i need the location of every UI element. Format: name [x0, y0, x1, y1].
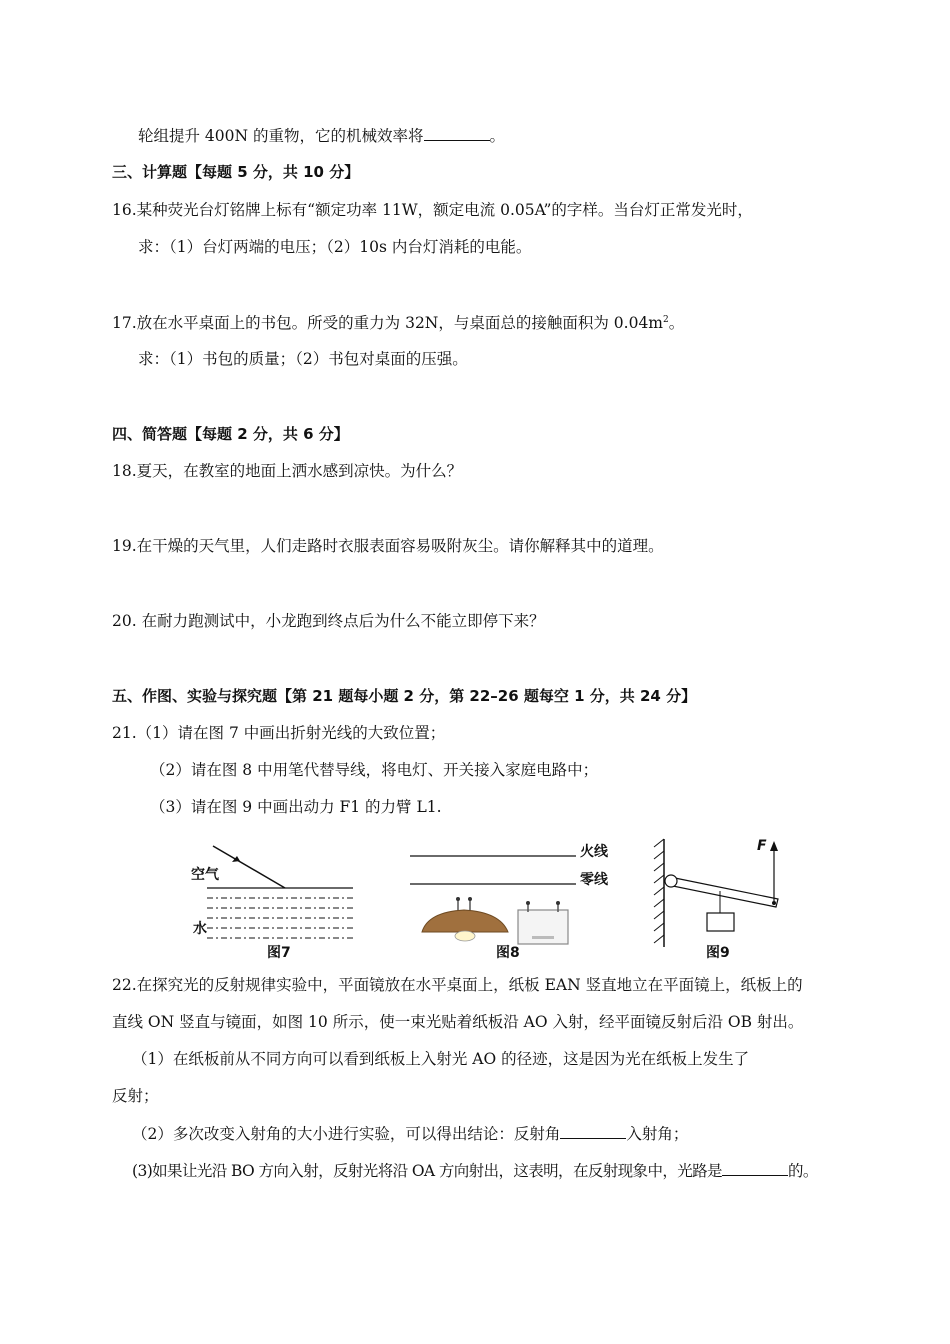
- live-wire-label: 火线: [580, 844, 608, 860]
- wall-hatch-9: [654, 935, 664, 943]
- q17-line2: 求：（1）书包的质量；（2）书包对桌面的压强。: [138, 350, 468, 368]
- wall-hatch-6: [654, 899, 664, 907]
- figure-7: [185, 838, 360, 963]
- q22-part1-line2: 反射；: [112, 1087, 159, 1105]
- q22-part2-text: （2）多次改变入射角的大小进行实验，可以得出结论：反射角: [132, 1125, 561, 1143]
- wall-switch-rocker: [532, 936, 554, 939]
- section5-title: 五、作图、实验与探究题【第 21 题每小题 2 分，第 22–26 题每空 1 分，共 24 分】: [112, 687, 697, 705]
- section4-title: 四、简答题【每题 2 分，共 6 分】: [112, 425, 349, 443]
- q15-tail: [138, 124, 505, 147]
- q22-part3-end: 的。: [787, 1162, 818, 1180]
- q22-part3: [132, 1159, 818, 1182]
- q20-text: 20. 在耐力跑测试中，小龙跑到终点后为什么不能立即停下来？: [112, 612, 545, 630]
- switch-terminal-right: [556, 901, 560, 905]
- q21-part2: （2）请在图 8 中用笔代替导线，将电灯、开关接入家庭电路中；: [150, 761, 599, 779]
- q17-line1-text: 17.放在水平桌面上的书包。所受的重力为 32N，与桌面总的接触面积为 0.04m: [112, 314, 664, 332]
- wall-hatch-2: [654, 851, 664, 859]
- section3-title: 三、计算题【每题 5 分，共 10 分】: [112, 163, 360, 181]
- q21-part3: （3）请在图 9 中画出动力 F1 的力臂 L1.: [150, 798, 442, 816]
- wall-hatch-1: [654, 839, 664, 847]
- q19-text: 19.在干燥的天气里，人们走路时衣服表面容易吸附灰尘。请你解释其中的道理。: [112, 537, 664, 555]
- force-point: [772, 901, 776, 905]
- lamp-shade: [422, 910, 508, 932]
- q22-part1-line1: （1）在纸板前从不同方向可以看到纸板上入射光 AO 的径迹，这是因为光在纸板上发生了: [132, 1050, 750, 1068]
- figure-9-caption: 图9: [706, 945, 730, 961]
- q17-line1-end: 。: [668, 314, 685, 332]
- q21-part1: 21.（1）请在图 7 中画出折射光线的大致位置；: [112, 724, 446, 742]
- force-label: F: [757, 838, 767, 854]
- q22-part2-answer-blank[interactable]: [560, 1122, 626, 1139]
- wall-hatch-3: [654, 863, 664, 871]
- q15-text: 轮组提升 400N 的重物，它的机械效率将: [138, 127, 424, 145]
- pivot: [665, 875, 677, 887]
- wall-hatch-7: [654, 911, 664, 919]
- q18-text: 18.夏天，在教室的地面上洒水感到凉快。为什么？: [112, 462, 463, 480]
- lamp-terminal-left: [456, 897, 460, 901]
- q17-superscript: 2: [663, 314, 669, 325]
- figure-9: [650, 835, 795, 963]
- neutral-wire-label: 零线: [580, 872, 608, 888]
- lamp-terminal-right: [468, 897, 472, 901]
- figure-8-caption: 图8: [496, 945, 520, 961]
- figure-8: [408, 838, 618, 963]
- air-label: 空气: [191, 867, 219, 883]
- switch-terminal-left: [526, 901, 530, 905]
- q16-line2: 求：（1）台灯两端的电压；（2）10s 内台灯消耗的电能。: [138, 238, 532, 256]
- q22-part2-end: 入射角；: [626, 1125, 689, 1143]
- q15-end: 。: [489, 127, 506, 145]
- force-arrow-head: [770, 841, 778, 851]
- incident-ray-arrow: [232, 856, 240, 862]
- q22-part3-answer-blank[interactable]: [722, 1159, 788, 1176]
- q22-line2: 直线 ON 竖直与镜面，如图 10 所示，使一束光贴着纸板沿 AO 入射，经平面镜反射后沿 OB 射出。: [112, 1013, 804, 1031]
- wall-hatch-4: [654, 875, 664, 883]
- lamp-bulb: [455, 931, 475, 941]
- figure-7-caption: 图7: [267, 945, 291, 961]
- q22-line1: 22.在探究光的反射规律实验中，平面镜放在水平桌面上，纸板 EAN 竖直地立在平面镜上，纸板上的: [112, 976, 803, 994]
- q16-line1: 16.某种荧光台灯铭牌上标有“额定功率 11W，额定电流 0.05A”的字样。当台灯正常发光时，: [112, 201, 753, 219]
- q22-part2: [132, 1122, 688, 1145]
- lever-bar: [668, 877, 778, 907]
- q15-answer-blank[interactable]: [424, 124, 490, 141]
- q22-part3-text: (3)如果让光沿 BO 方向入射，反射光将沿 OA 方向射出，这表明，在反射现象中，光路是: [132, 1162, 722, 1180]
- wall-hatch-5: [654, 887, 664, 895]
- hanging-weight: [707, 913, 734, 931]
- incident-ray: [213, 846, 285, 888]
- q17-line1: [112, 312, 684, 334]
- water-label: 水: [193, 921, 207, 937]
- wall-hatch-8: [654, 923, 664, 931]
